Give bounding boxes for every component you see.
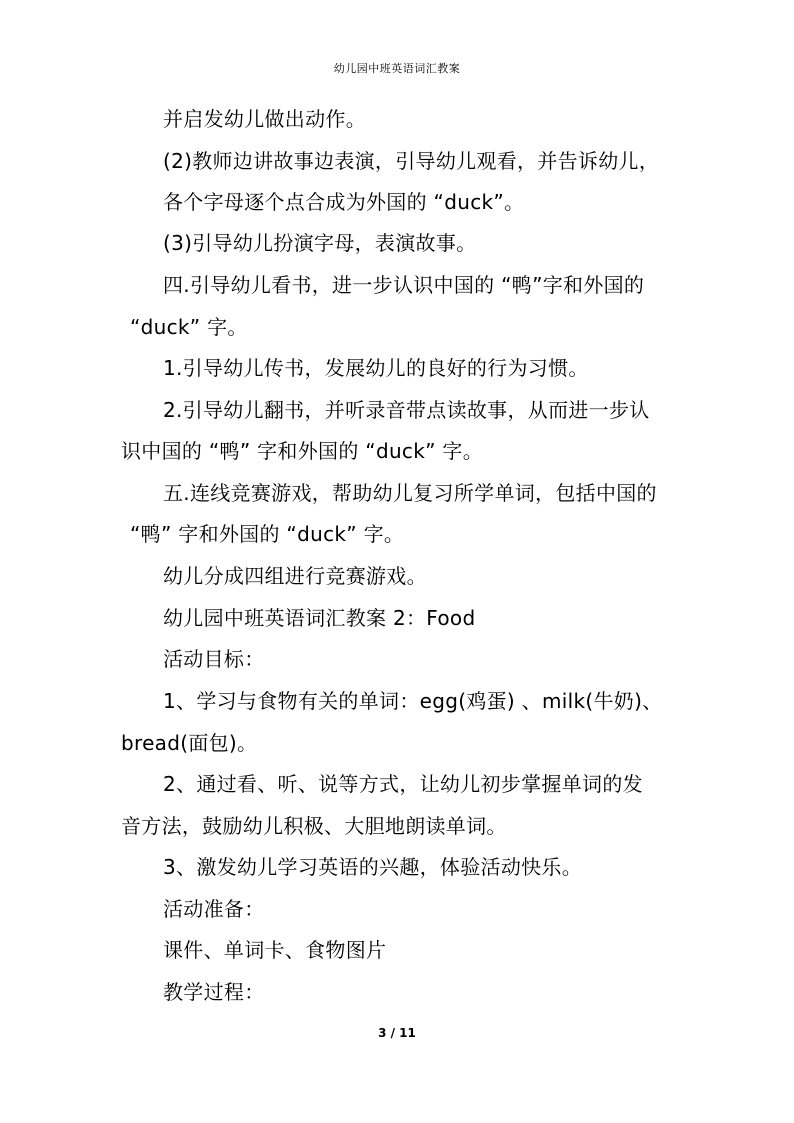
- text-line: 四.引导幼儿看书，进一步认识中国的 “鸭”字和外国的: [163, 273, 645, 297]
- text-line: 活动目标：: [163, 647, 265, 671]
- text-line: “duck” 字。: [130, 315, 248, 339]
- text-line: 3、激发幼儿学习英语的兴趣，体验活动快乐。: [163, 855, 583, 879]
- text-line: 幼儿分成四组进行竞赛游戏。: [163, 564, 427, 588]
- text-line: 课件、单词卡、食物图片: [163, 938, 387, 962]
- text-line: 各个字母逐个点合成为外国的 “duck”。: [163, 190, 525, 214]
- text-line: 1、学习与食物有关的单词：egg(鸡蛋) 、milk(牛奶)、: [163, 689, 663, 713]
- section-heading: 幼儿园中班英语词汇教案 2：Food: [163, 606, 476, 630]
- page-number: 3 / 11: [378, 1026, 416, 1040]
- text-line: 2.引导幼儿翻书，并听录音带点读故事，从而进一步认: [163, 398, 650, 422]
- text-line: (2)教师边讲故事边表演，引导幼儿观看，并告诉幼儿，: [163, 149, 660, 173]
- text-line: 音方法，鼓励幼儿积极、大胆地朗读单词。: [121, 814, 507, 838]
- text-line: 识中国的 “鸭” 字和外国的 “duck” 字。: [121, 439, 484, 463]
- text-line: 2、通过看、听、说等方式，让幼儿初步掌握单词的发: [163, 772, 643, 796]
- text-line: 五.连线竞赛游戏，帮助幼儿复习所学单词，包括中国的: [163, 481, 657, 505]
- page-header-title: 幼儿园中班英语词汇教案: [333, 62, 461, 75]
- text-line: 并启发幼儿做出动作。: [163, 107, 366, 131]
- text-line: 1.引导幼儿传书，发展幼儿的良好的行为习惯。: [163, 356, 589, 380]
- text-line: 教学过程：: [163, 980, 265, 1004]
- text-line: (3)引导幼儿扮演字母，表演故事。: [163, 231, 477, 255]
- text-line: 活动准备：: [163, 897, 265, 921]
- text-line: bread(面包)。: [121, 731, 258, 755]
- text-line: “鸭” 字和外国的 “duck” 字。: [130, 522, 405, 546]
